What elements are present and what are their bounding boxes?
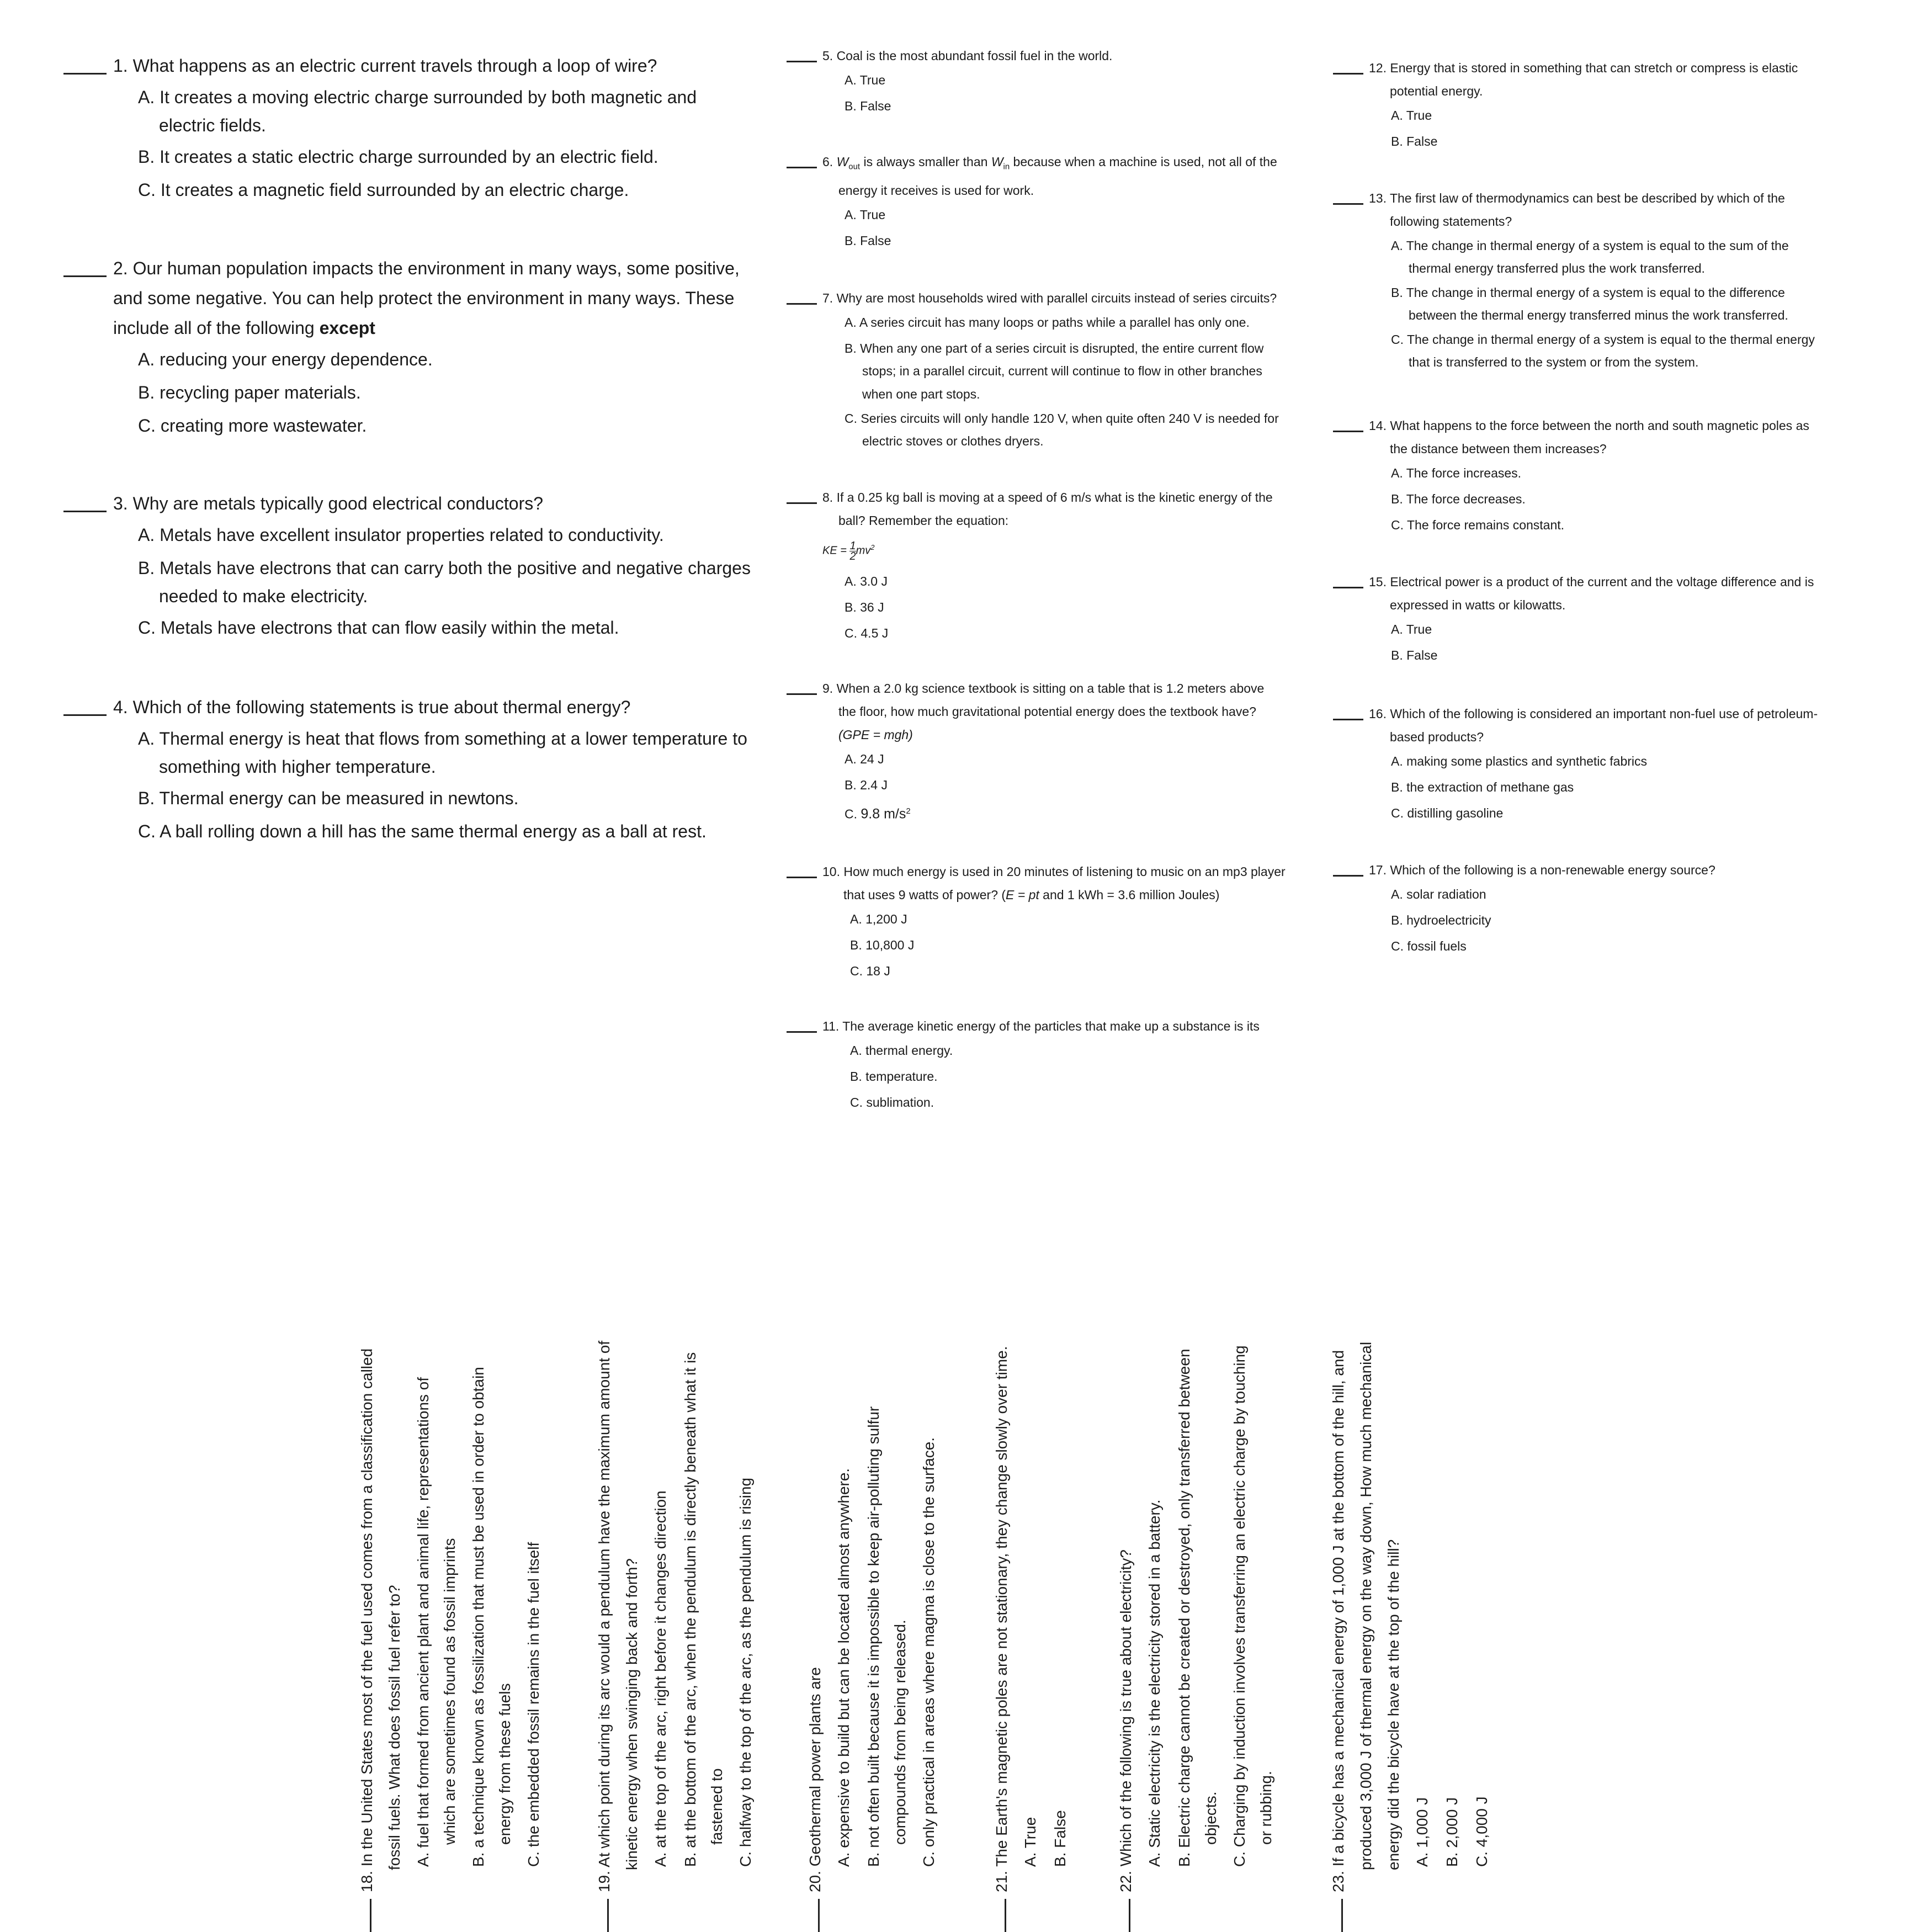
option-a[interactable]: A. A series circuit has many loops or paths while a parallel has only one. (845, 315, 1250, 330)
option-c[interactable]: C. halfway to the top of the arc, as the pendulum is rising (737, 1477, 754, 1867)
option-a[interactable]: A. 24 J (845, 752, 884, 766)
question-stem: 19. At which point during its arc would a pendulum have the maximum amount of kinetic energy when swinging back and forth? (596, 1340, 640, 1892)
question-6 (787, 150, 1277, 254)
option-b[interactable]: B. False (1391, 134, 1438, 148)
question-stem: 16. Which of the following is considered an important non-fuel use of petroleum- based products? (1369, 707, 1818, 744)
option-a[interactable]: A. It creates a moving electric charge surrounded by both magnetic and electric fields. (138, 87, 697, 135)
question-stem: 5. Coal is the most abundant fossil fuel in the world. (822, 49, 1113, 63)
answer-blank-2[interactable] (63, 275, 107, 277)
question-stem: 15. Electrical power is a product of the current and the voltage difference and is expressed in watts or kilowatts. (1369, 575, 1814, 612)
option-c[interactable]: C. A ball rolling down a hill has the same thermal energy as a ball at rest. (138, 821, 707, 841)
answer-blank-7[interactable] (787, 303, 817, 305)
question-16 (1333, 702, 1818, 826)
option-b[interactable]: B. not often built because it is impossible to keep air-polluting sulfur compounds from being released. (865, 1406, 909, 1867)
option-b[interactable]: B. a technique known as fossilization that must be used in order to obtain energy from these fuels (470, 1367, 513, 1867)
option-a[interactable]: A. expensive to build but can be located almost anywhere. (835, 1468, 852, 1867)
option-c[interactable]: C. It creates a magnetic field surrounded by an electric charge. (138, 180, 629, 200)
question-19 (591, 1132, 761, 1932)
option-a[interactable]: A. solar radiation (1391, 887, 1486, 901)
question-stem: 2. Our human population impacts the environment in many ways, some positive, and some negative. You can help protect the environment in many ways. These include all of the following except (113, 258, 740, 338)
question-stem: 18. In the United States most of the fuel used comes from a classification called fossil fuels. What does fossil fuel refer to? (358, 1348, 403, 1892)
question-20 (801, 1132, 944, 1932)
question-18 (353, 1132, 549, 1932)
option-c[interactable]: C. 4,000 J (1473, 1796, 1490, 1867)
answer-blank-21[interactable] (1005, 1899, 1006, 1932)
option-c[interactable]: C. distilling gasoline (1391, 806, 1504, 820)
option-a[interactable]: A. thermal energy. (850, 1043, 953, 1058)
question-stem: 14. What happens to the force between the north and south magnetic poles as the distance between them increases? (1369, 418, 1809, 456)
question-stem: 20. Geothermal power plants are (806, 1667, 824, 1892)
option-a[interactable]: A. True (1022, 1817, 1039, 1867)
answer-blank-5[interactable] (787, 61, 817, 62)
question-stem: 11. The average kinetic energy of the particles that make up a substance is its (822, 1019, 1260, 1033)
option-b[interactable]: B. 2,000 J (1443, 1797, 1460, 1867)
option-c[interactable]: C. The force remains constant. (1391, 518, 1565, 532)
option-b[interactable]: B. The change in thermal energy of a system is equal to the difference between the thermal energy transferred minus the work transferred. (1391, 285, 1788, 322)
question-21 (988, 1132, 1075, 1932)
option-a[interactable]: A. fuel that formed from ancient plant and animal life, representations of which are sometimes found as fossil imprints (415, 1377, 458, 1867)
answer-blank-17[interactable] (1333, 875, 1363, 877)
option-c[interactable]: C. fossil fuels (1391, 939, 1467, 953)
option-b[interactable]: B. 2.4 J (845, 778, 888, 792)
option-b[interactable]: B. Thermal energy can be measured in newtons. (138, 788, 519, 808)
answer-blank-3[interactable] (63, 511, 107, 512)
option-a[interactable]: A. Static electricity is the electricity stored in a battery. (1146, 1499, 1163, 1867)
answer-blank-11[interactable] (787, 1031, 817, 1033)
option-c[interactable]: C. creating more wastewater. (138, 416, 367, 436)
option-b[interactable]: B. False (845, 233, 891, 248)
question-stem: 4. Which of the following statements is true about thermal energy? (113, 697, 631, 717)
option-c[interactable]: C. Charging by induction involves transferring an electric charge by touching or rubbing. (1231, 1345, 1274, 1867)
option-c[interactable]: C. 18 J (850, 964, 890, 978)
kinetic-energy-equation: KE = $\frac{1}{2}$ $mv^2$ (822, 539, 875, 562)
question-stem: 17. Which of the following is a non-renewable energy source? (1369, 863, 1716, 877)
option-b[interactable]: B. False (845, 99, 891, 113)
option-b[interactable]: B. the extraction of methane gas (1391, 780, 1574, 794)
question-stem: 7. Why are most households wired with parallel circuits instead of series circuits? (822, 291, 1277, 305)
option-c[interactable]: C. the embedded fossil remains in the fuel itself (525, 1542, 542, 1867)
option-b[interactable]: B. False (1391, 648, 1438, 662)
answer-blank-19[interactable] (607, 1899, 609, 1932)
answer-blank-6[interactable] (787, 167, 817, 168)
answer-blank-14[interactable] (1333, 431, 1363, 432)
question-22 (1112, 1132, 1280, 1932)
question-17 (1333, 858, 1716, 959)
option-b[interactable]: B. 36 J (845, 600, 884, 614)
option-a[interactable]: A. reducing your energy dependence. (138, 349, 433, 369)
answer-blank-12[interactable] (1333, 73, 1363, 75)
question-12 (1333, 56, 1798, 155)
option-a[interactable]: A. True (845, 73, 886, 87)
question-stem: 6. $W_{out}$ is always smaller than $W_{in}$ because when a machine is used, not all of the energy it receives is used for work. (822, 155, 1277, 198)
option-a[interactable]: A. True (845, 207, 886, 222)
option-a[interactable]: A. making some plastics and synthetic fabrics (1391, 754, 1648, 768)
option-b[interactable]: B. hydroelectricity (1391, 913, 1491, 927)
option-a[interactable]: A. The force increases. (1391, 466, 1522, 480)
answer-blank-16[interactable] (1333, 719, 1363, 720)
option-a[interactable]: A. Metals have excellent insulator properties related to conductivity. (138, 525, 664, 545)
option-c[interactable]: C. 4.5 J (845, 626, 889, 640)
question-11 (787, 1015, 1260, 1116)
answer-blank-20[interactable] (818, 1899, 820, 1932)
option-b[interactable]: B. False (1051, 1810, 1069, 1867)
option-b[interactable]: B. at the bottom of the arc, when the pendulum is directly beneath what it is fastened to (682, 1352, 725, 1867)
option-b[interactable]: B. Electric charge cannot be created or destroyed, only transferred between objects. (1176, 1349, 1219, 1867)
answer-blank-15[interactable] (1333, 587, 1363, 588)
question-8 (787, 486, 1273, 646)
answer-blank-18[interactable] (370, 1899, 371, 1932)
question-stem: 22. Which of the following is true about electricity? (1117, 1549, 1134, 1892)
option-c[interactable]: C. Metals have electrons that can flow easily within the metal. (138, 618, 619, 638)
option-b[interactable]: B. The force decreases. (1391, 492, 1526, 506)
option-c[interactable]: C. sublimation. (850, 1095, 934, 1110)
answer-blank-10[interactable] (787, 877, 817, 878)
option-a[interactable]: A. 3.0 J (845, 574, 888, 588)
option-a[interactable]: A. True (1391, 622, 1432, 636)
rotated-questions-section (353, 1132, 1490, 1932)
question-14 (1333, 414, 1809, 538)
option-a[interactable]: A. The change in thermal energy of a system is equal to the sum of the thermal energy transferred plus the work transferred. (1391, 238, 1789, 275)
option-c[interactable]: C. Series circuits will only handle 120 V, when quite often 240 V is needed for electric stoves or clothes dryers. (845, 411, 1279, 448)
answer-blank-13[interactable] (1333, 203, 1363, 205)
option-a[interactable]: A. at the top of the arc, right before it changes direction (652, 1490, 669, 1867)
option-b[interactable]: B. When any one part of a series circuit is disrupted, the entire current flow stops; in a parallel circuit, current will continue to flow in other branches when one part stops. (845, 341, 1264, 401)
question-stem: 21. The Earth's magnetic poles are not stationary, they change slowly over time. (993, 1346, 1010, 1892)
question-3 (63, 489, 751, 644)
option-b[interactable]: B. It creates a static electric charge surrounded by an electric field. (138, 147, 658, 167)
answer-blank-1[interactable] (63, 73, 107, 75)
question-stem: 10. How much energy is used in 20 minutes of listening to music on an mp3 player that uses 9 watts of power? (E = pt and 1 kWh = 3.6 million Joules) (822, 864, 1286, 902)
option-c[interactable]: C. 9.8 $m/s^2$ (845, 806, 911, 822)
question-23 (1325, 1132, 1497, 1932)
question-13 (1333, 187, 1815, 374)
answer-blank-4[interactable] (63, 714, 107, 716)
question-stem: 23. If a bicycle has a mechanical energy of 1,000 J at the bottom of the hill, and produced 3,000 J of thermal energy on the way down, How much mechanical energy did the bicycle have at the top of the hill? (1330, 1341, 1402, 1892)
question-7 (787, 286, 1279, 453)
option-a[interactable]: A. Thermal energy is heat that flows from something at a lower temperature to something with higher temperature. (138, 729, 747, 777)
answer-blank-9[interactable] (787, 693, 817, 695)
option-c[interactable]: C. The change in thermal energy of a system is equal to the thermal energy that is transferred to the system or from the system. (1391, 332, 1815, 369)
option-b[interactable]: B. temperature. (850, 1069, 938, 1084)
question-15 (1333, 570, 1814, 668)
answer-blank-8[interactable] (787, 502, 817, 504)
question-stem: 3. Why are metals typically good electrical conductors? (113, 493, 544, 513)
question-9 (787, 677, 1264, 827)
option-a[interactable]: A. True (1391, 108, 1432, 123)
question-4 (63, 692, 747, 848)
answer-blank-22[interactable] (1129, 1899, 1130, 1932)
question-10 (787, 860, 1286, 984)
question-stem: 1. What happens as an electric current travels through a loop of wire? (113, 56, 657, 76)
question-5 (787, 44, 1112, 119)
option-a[interactable]: A. 1,000 J (1414, 1797, 1431, 1867)
option-c[interactable]: C. only practical in areas where magma is close to the surface. (920, 1437, 937, 1867)
option-b[interactable]: B. Metals have electrons that can carry both the positive and negative charges needed to make electricity. (138, 558, 751, 606)
question-1 (63, 51, 697, 206)
option-b[interactable]: B. recycling paper materials. (138, 383, 361, 402)
question-stem: 12. Energy that is stored in something that can stretch or compress is elastic potential energy. (1369, 61, 1798, 98)
question-stem: 13. The first law of thermodynamics can best be described by which of the following statements? (1369, 191, 1785, 229)
question-stem: 9. When a 2.0 kg science textbook is sitting on a table that is 1.2 meters above the floor, how much gravitational potential energy does the textbook have? (GPE = mgh) (822, 681, 1265, 742)
option-b[interactable]: B. 10,800 J (850, 938, 915, 952)
option-a[interactable]: A. 1,200 J (850, 912, 907, 926)
question-2 (63, 253, 740, 442)
answer-blank-23[interactable] (1341, 1899, 1343, 1932)
question-stem: 8. If a 0.25 kg ball is moving at a speed of 6 m/s what is the kinetic energy of the ball? Remember the equation: KE = $\frac{1}{2}$ $mv^2$ (822, 490, 1273, 562)
